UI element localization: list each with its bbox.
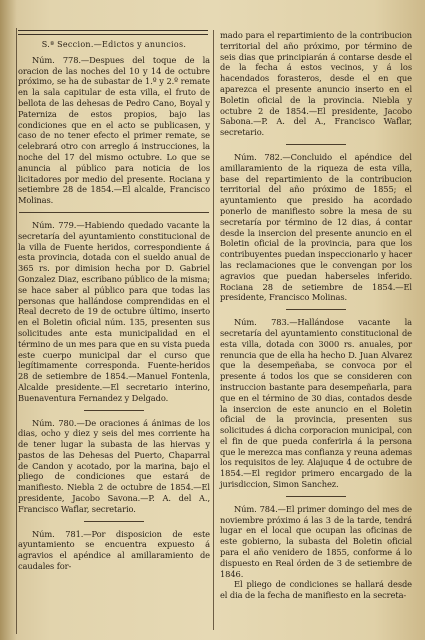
notice-782 [220,152,412,303]
notice-780 [18,418,210,515]
notice-text: El pliego de condiciones se hallará desde el dia de la fecha de manifiesto en la secreta- [220,579,412,601]
notice-separator [19,212,209,213]
notice-text: Núm. 783.—Hallándose vacante la secretaría del ayuntamiento constitucional de esta villa, dotada con 3000 rs. anuales, por renuncia que de ella ha hecho D. Juan Alvarez que la desempeñaba, se convoca por el presente á todos los que se consideren con instruccion bastante para desempeñarla, para que en el término de 30 dias, contados desde la insercion de este anuncio en el Boletin oficial de la provincia, presenten sus solicitudes á dicha corporacion municipal, con el fin de que pueda conferirla á la persona que le merezca mas confianza y reuna ademas los requisitos de ley. Alajuque 4 de octubre de 1854.—El regidor primero encargado de la jurisdiccion, Simon Sanchez. [220,317,412,490]
header-double-rule [18,30,208,35]
notice-separator [286,309,346,310]
notice-784 [220,504,412,601]
notice-separator [84,410,144,411]
notice-text: Núm. 780.—De oraciones á ánimas de los dias, ocho y diez y seis del mes corriente ha de tener lugar la subasta de las hiervas y pastos de las Dehesas del Puerto, Chaparral de Candon y acotado, por la marina, bajo el pliego de condiciones que estará de manifiesto. Niebla 2 de octubre de 1854.—El presidente, Jacobo Savona.—P. A. del A., Francisco Waflar, secretario. [18,417,210,514]
notice-779 [18,220,210,404]
notice-separator [84,521,144,522]
notice-text: Núm. 784.—El primer domingo del mes de noviembre próximo á las 3 de la tarde, tendrá lugar en el local que ocupan las oficinas de este gobierno, la subasta del Boletin oficial para el año venidero de 1855, conforme á lo dispuesto en Real órden de 3 de setiembre de 1846. [220,503,412,579]
notice-text: Núm. 778.—Despues del toque de la oracion de las noches del 10 y 14 de octubre próximo, se ha de subastar de 1.º y 2.º remate en la sala capitular de esta villa, el fruto de bellota de las dehesas de Pedro Cano, Boyal y Paterniza de estos propios, bajo las condiciones que en el acto se publicasen, y caso de no tener efecto el primer remate, se celebrará otro con arreglo á instrucciones, la noche del 17 del mismo octubre. Lo que se anuncia al público para noticia de los licitadores por medio del presente. Rociana y setiembre 28 de 1854.—El alcalde, Francisco Molinas. [18,54,210,206]
notice-text: Núm. 782.—Concluido el apéndice del amillaramiento de la riqueza de esta villa, base del repartimiento de la contribucion territorial del año próximo de 1855; el ayuntamiento que presido ha acordado ponerlo de manifiesto sobre la mesa de su secretaría por término de 12 dias, á contar desde la insercion del presente anuncio en el Boletin oficial de la provincia, para que los contribuyentes puedan inspeccionarlo y hacer las reclamaciones que le convengan por los agravios que puedan haberseles inferido. Rociana 28 de setiembre de 1854.—El presidente, Francisco Molinas. [220,151,412,303]
notice-text: mado para el repartimiento de la contribucion territorial del año próximo, por término de seis dias que principiarán á contarse desde el de la fecha á estos vecinos, y á los hacendados forasteros, desde el en que aparezca el presente anuncio inserto en el Boletin oficial de la provincia. Niebla y octubre 2 de 1854.—El presidente, Jacobo Sabona.—P. A. del A., Francisco Waflar, secretario. [220,30,412,138]
notice-separator [286,496,346,497]
notice-783 [220,317,412,490]
notice-778 [18,55,210,206]
notice-separator [286,144,346,145]
notice-781 [18,529,210,572]
right-column [220,30,412,601]
column-divider [213,30,214,630]
notice-text: Núm. 781.—Por disposicion de este ayuntamiento se encuentra expuesto á agravios el apéndice al amillaramiento de caudales for- [18,528,210,572]
notice-781-continued [220,30,412,138]
notice-text: Núm. 779.—Habiendo quedado vacante la secretaría del ayuntamiento constitucional de la villa de Fuente heridos, correspondiente á esta provincia, dotada con el sueldo anual de 365 rs. por dimision hecha por D. Gabriel Gonzalez Diaz, escribano público de la misma; se hace saber al público para que todas las personas que hallándose comprendidas en el Real decreto de 19 de octubre último, inserto en el Boletin oficial núm. 135, presenten sus solicitudes ante esta municipalidad en el término de un mes para que en su vista pueda este cuerpo municipal dar el curso que legítimamente corresponda. Fuente-heridos 28 de setiembre de 1854.—Manuel Fontenla, Alcalde presidente.—El secretario interino, Buenaventura Fernandez y Delgado. [18,219,210,403]
section-title: S.ª Seccion.—Edictos y anuncios. [41,40,187,49]
left-column [18,40,210,572]
